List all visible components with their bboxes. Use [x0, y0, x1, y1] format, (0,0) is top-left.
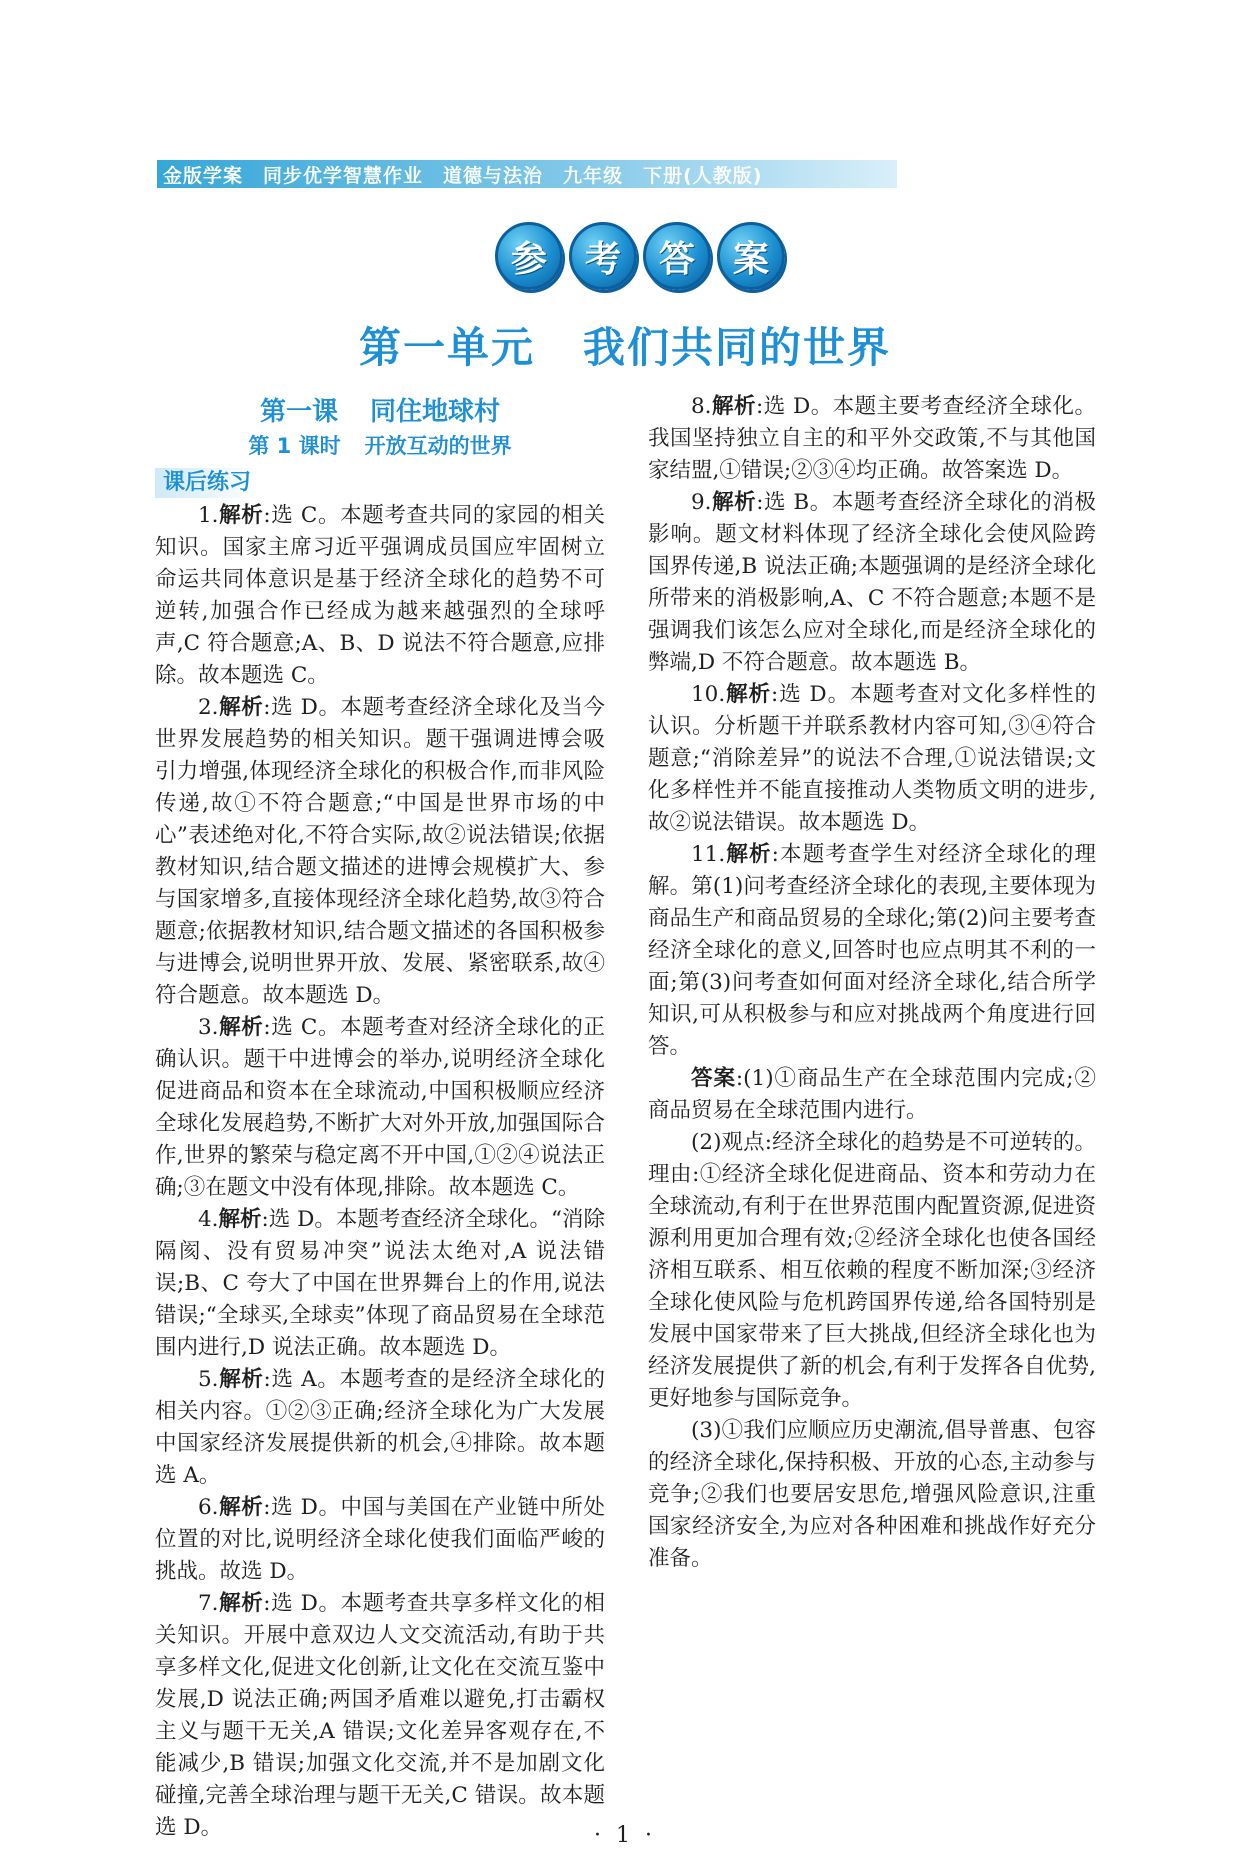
banner-series: 同步优学智慧作业 — [263, 164, 424, 187]
answer-item: 6.解析:选 D。中国与美国在产业链中所处位置的对比,说明经济全球化使我们面临严峻的挑战。故选 D。 — [155, 1495, 605, 1584]
answer-item: 5.解析:选 A。本题考查的是经济全球化的相关内容。①②③正确;经济全球化为广大发展中国家经济发展提供新的机会,④排除。故本题选 A。 — [155, 1367, 605, 1488]
answer-item: 1.解析:选 C。本题考查共同的家园的相关知识。国家主席习近平强调成员国应牢固树立命运共同体意识是基于经济全球化的趋势不可逆转,加强合作已经成为越来越强烈的全球呼声,C 符合题意;A、B、D 说法不符合题意,应排除。故本题选 C。 — [155, 503, 605, 688]
banner-subject: 道德与法治 — [443, 164, 544, 187]
answer-key-heading — [495, 222, 785, 290]
period-title — [155, 431, 605, 461]
lesson-name: 同住地球村 — [370, 397, 501, 427]
unit-name: 我们共同的世界 — [583, 323, 892, 372]
banner-publisher: 金版学案 — [163, 164, 244, 187]
right-column — [648, 391, 1096, 1575]
heading-seal: 参 — [495, 222, 563, 290]
answer-block-part2: (2)观点:经济全球化的趋势是不可逆转的。理由:①经济全球化促进商品、资本和劳动力在全球流动,有利于在世界范围内配置资源,促进资源利用更加合理有效;②经济全球化也使各国经济相互联系、相互依赖的程度不断加深;③经济全球化使风险与危机跨国界传递,给各国特别是发展中国家带来了巨大挑战,但经济全球化也为经济发展提供了新的机会,有利于发挥各自优势,更好地参与国际竞争。 — [648, 1130, 1096, 1411]
book-banner — [157, 160, 897, 188]
answer-item: 2.解析:选 D。本题考查经济全球化及当今世界发展趋势的相关知识。题干强调进博会吸引力增强,体现经济全球化的积极合作,而非风险传递,故①不符合题意;“中国是世界市场的中心”表述绝对化,不符合实际,故②说法错误;依据教材知识,结合题文描述的进博会规模扩大、参与国家增多,直接体现经济全球化趋势,故③符合题意;依据教材知识,结合题文描述的各国积极参与进博会,说明世界开放、发展、紧密联系,故④符合题意。故本题选 D。 — [155, 695, 605, 1008]
answer-item: 9.解析:选 B。本题考查经济全球化的消极影响。题文材料体现了经济全球化会使风险跨国界传递,B 说法正确;本题强调的是经济全球化所带来的消极影响,A、C 不符合题意;本题不是强调我们该怎么应对全球化,而是经济全球化的弊端,D 不符合题意。故本题选 B。 — [648, 490, 1096, 675]
heading-seal: 考 — [569, 222, 637, 290]
answer-item: 7.解析:选 D。本题考查共享多样文化的相关知识。开展中意双边人文交流活动,有助于共享多样文化,促进文化创新,让文化在交流互鉴中发展,D 说法正确;两国矛盾难以避免,打击霸权主义与题干无关,A 错误;文化差异客观存在,不能减少,B 错误;加强文化交流,并不是加剧文化碰撞,完善全球治理与题干无关,C 错误。故本题选 D。 — [155, 1591, 605, 1840]
page-number: · 1 · — [594, 1823, 656, 1848]
answer-block-part1: 答案:(1)①商品生产在全球范围内完成;②商品贸易在全球范围内进行。 — [648, 1066, 1096, 1123]
answer-item: 4.解析:选 D。本题考查经济全球化。“消除隔阂、没有贸易冲突”说法太绝对,A 说法错误;B、C 夸大了中国在世界舞台上的作用,说法错误;“全球买,全球卖”体现了商品贸易在全球范围内进行,D 说法正确。故本题选 D。 — [155, 1207, 605, 1360]
period-name: 开放互动的世界 — [364, 434, 512, 458]
banner-grade: 九年级 — [563, 164, 624, 187]
unit-title — [0, 315, 1250, 375]
answer-item: 10.解析:选 D。本题考查对文化多样性的认识。分析题干并联系教材内容可知,③④符合题意;“消除差异”的说法不合理,①说法错误;文化多样性并不能直接推动人类物质文明的进步,故②说法错误。故本题选 D。 — [648, 682, 1096, 835]
answer-block-part3: (3)①我们应顺应历史潮流,倡导普惠、包容的经济全球化,保持积极、开放的心态,主动参与竞争;②我们也要居安思危,增强风险意识,注重国家经济安全,为应对各种困难和挑战作好充分准备。 — [648, 1418, 1096, 1571]
lesson-title — [155, 395, 605, 429]
left-column — [155, 395, 605, 1844]
answer-item: 8.解析:选 D。本题主要考查经济全球化。我国坚持独立自主的和平外交政策,不与其他国家结盟,①错误;②③④均正确。故答案选 D。 — [648, 394, 1096, 483]
lesson-number: 第一课 — [259, 397, 338, 427]
section-tag: 课后练习 — [155, 468, 259, 498]
unit-number: 第一单元 — [358, 323, 535, 372]
answer-item: 3.解析:选 C。本题考查对经济全球化的正确认识。题干中进博会的举办,说明经济全球化促进商品和资本在全球流动,中国积极顺应经济全球化发展趋势,不断扩大对外开放,加强国际合作,世界的繁荣与稳定离不开中国,①②④说法正确;③在题文中没有体现,排除。故本题选 C。 — [155, 1015, 605, 1200]
answer-item: 11.解析:本题考查学生对经济全球化的理解。第(1)问考查经济全球化的表现,主要体现为商品生产和商品贸易的全球化;第(2)问主要考查经济全球化的意义,回答时也应点明其不利的一面;第(3)问考查如何面对经济全球化,结合所学知识,可从积极参与和应对挑战两个角度进行回答。 — [648, 842, 1096, 1059]
heading-seal: 答 — [643, 222, 711, 290]
heading-seal: 案 — [717, 222, 785, 290]
banner-volume: 下册(人教版) — [643, 164, 763, 187]
period-number: 第 1 课时 — [248, 434, 341, 458]
